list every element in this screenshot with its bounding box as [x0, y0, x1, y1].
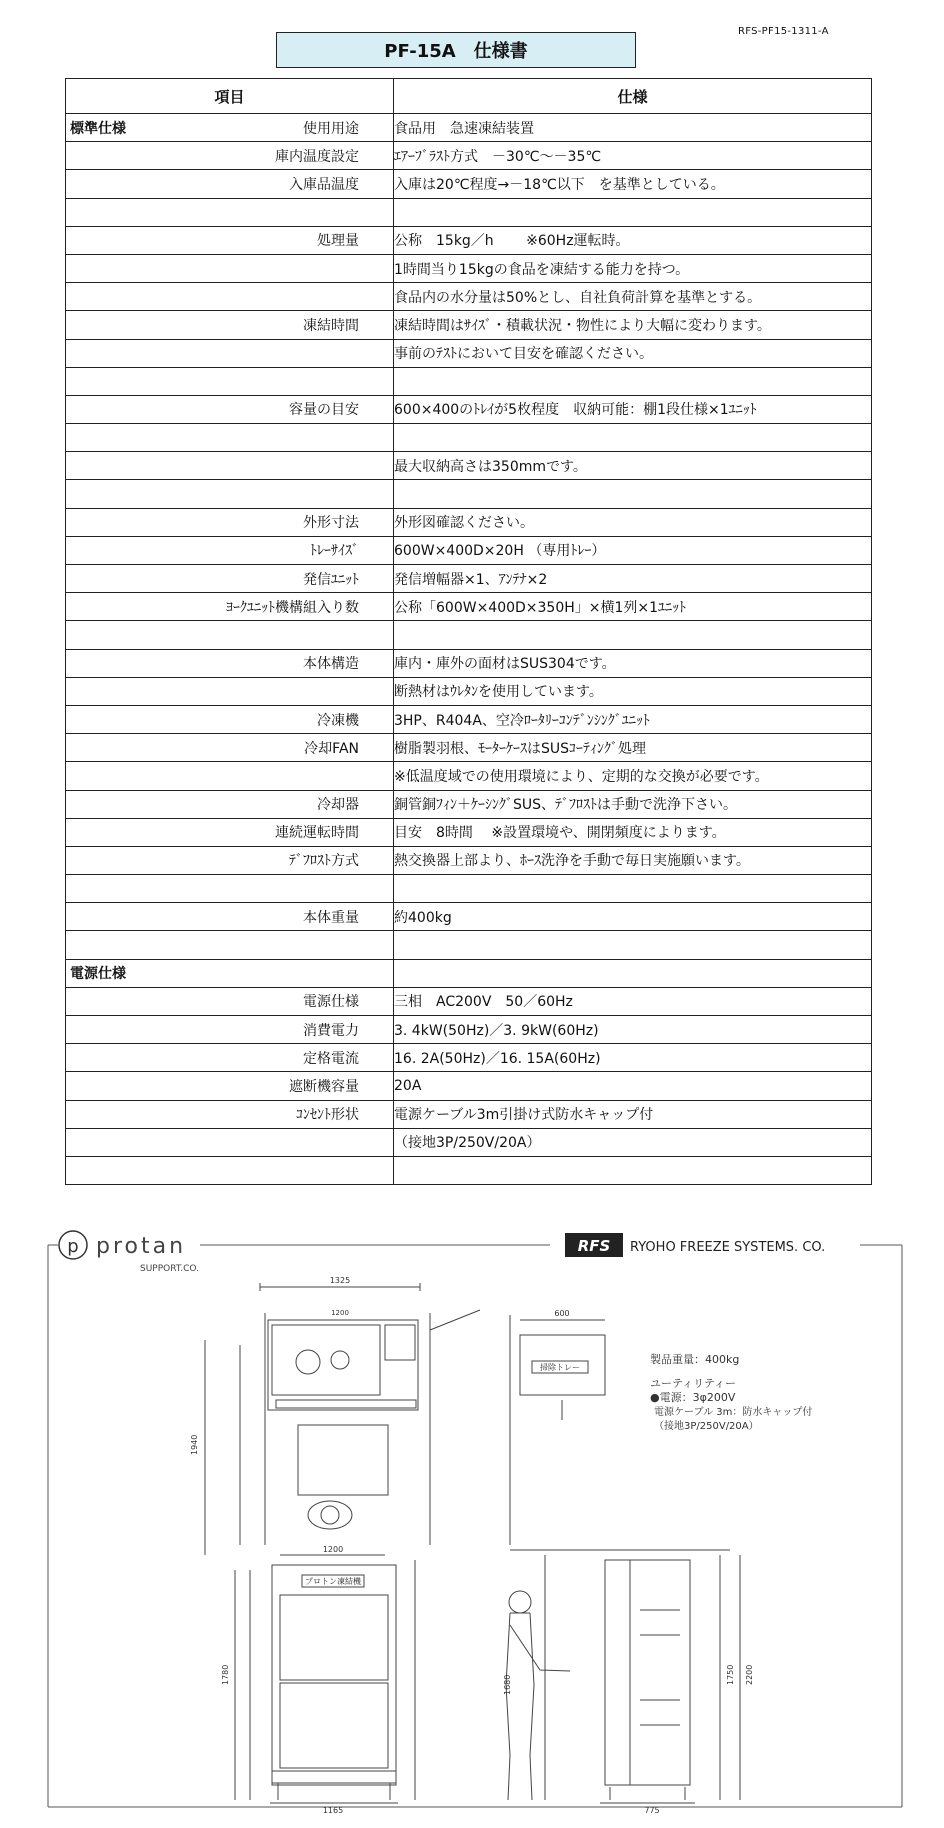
- note-utility-2: 電源ケーブル 3m：防水キャップ付: [654, 1407, 813, 1418]
- table-row: [66, 790, 872, 818]
- dim-height-1940: 1940: [190, 1434, 199, 1455]
- item-cell: [66, 1128, 394, 1156]
- spec-value: 20A: [394, 1072, 872, 1100]
- note-weight: 製品重量：400kg: [650, 1353, 740, 1366]
- document-code: RFS-PF15-1311-A: [738, 26, 829, 37]
- item-cell: [66, 593, 394, 621]
- dim-front-width: 1200: [322, 1545, 344, 1554]
- item-label: 定格電流: [303, 1050, 359, 1067]
- item-cell: [66, 875, 394, 903]
- logo-left-text: protan: [96, 1234, 187, 1259]
- table-row: [66, 283, 872, 311]
- table-row: [66, 424, 872, 452]
- dim-side-depth: 775: [644, 1806, 660, 1815]
- table-row: [66, 452, 872, 480]
- item-label: 消費電力: [303, 1022, 359, 1039]
- table-row: [66, 254, 872, 282]
- category-label: [66, 569, 70, 589]
- item-cell: [66, 508, 394, 536]
- table-row: [66, 226, 872, 254]
- item-label: 発信ﾕﾆｯﾄ: [303, 571, 359, 588]
- item-label: 遮断機容量: [289, 1078, 359, 1095]
- dim-inner-width: 1200: [331, 1309, 349, 1317]
- spec-value: 電源ケーブル3m引掛け式防水キャップ付: [394, 1100, 872, 1128]
- item-cell: [66, 536, 394, 564]
- item-cell: [66, 198, 394, 226]
- category-label: [66, 597, 70, 617]
- table-row: [66, 142, 872, 170]
- cabinet-label: プロトン凍結機: [305, 1577, 361, 1586]
- dim-top-width: 1325: [329, 1276, 351, 1285]
- spec-value: 食品用 急速凍結装置: [394, 114, 872, 142]
- table-row: [66, 649, 872, 677]
- side-view: [510, 1550, 740, 1803]
- spec-value: 1時間当り15kgの食品を凍結する能力を持つ。: [394, 254, 872, 282]
- front-view: [235, 1555, 415, 1803]
- item-cell: [66, 254, 394, 282]
- header-item: 項目: [66, 79, 394, 114]
- item-label: ﾖｰｸﾕﾆｯﾄ機構組入り数: [226, 599, 359, 616]
- item-cell: [66, 705, 394, 733]
- item-cell: [66, 1072, 394, 1100]
- item-cell: [66, 170, 394, 198]
- category-label: [66, 1104, 70, 1124]
- item-label: 電源仕様: [303, 994, 359, 1011]
- item-label: 容量の目安: [289, 402, 359, 419]
- item-cell: [66, 367, 394, 395]
- spec-value: 熱交換器上部より、ﾎｰｽ洗浄を手動で毎日実施願います。: [394, 846, 872, 874]
- category-label: [66, 230, 70, 250]
- person-figure: [506, 1591, 570, 1800]
- spec-value: 凍結時間はｻｲｽﾞ・積載状況・物性により大幅に変わります。: [394, 311, 872, 339]
- category-label: [66, 738, 70, 758]
- category-label: 標準仕様: [70, 120, 126, 137]
- logo-right-text: RYOHO FREEZE SYSTEMS. CO.: [630, 1240, 826, 1255]
- table-row: [66, 762, 872, 790]
- spec-value: 断熱材はｳﾚﾀﾝを使用しています。: [394, 677, 872, 705]
- item-cell: [66, 762, 394, 790]
- category-label: [66, 399, 70, 419]
- spec-value: [394, 480, 872, 508]
- item-cell: [66, 480, 394, 508]
- table-row: [66, 987, 872, 1015]
- item-cell: [66, 283, 394, 311]
- table-row: [66, 1156, 872, 1184]
- item-label: 冷却器: [317, 797, 359, 814]
- item-cell: [66, 846, 394, 874]
- item-cell: [66, 903, 394, 931]
- note-utility-title: ユーティリティー: [650, 1377, 737, 1390]
- table-row: [66, 705, 872, 733]
- table-row: [66, 170, 872, 198]
- table-row: [66, 339, 872, 367]
- spec-value: 発信増幅器×1、ｱﾝﾃﾅ×2: [394, 565, 872, 593]
- item-label: [359, 963, 393, 983]
- table-row: [66, 395, 872, 423]
- spec-value: [394, 198, 872, 226]
- spec-value: ｴｱｰﾌﾞﾗｽﾄ方式 －30℃～－35℃: [394, 142, 872, 170]
- spec-value: [394, 621, 872, 649]
- item-cell: [66, 142, 394, 170]
- spec-value: 約400kg: [394, 903, 872, 931]
- item-cell: [66, 790, 394, 818]
- item-cell: [66, 311, 394, 339]
- spec-value: 食品内の水分量は50%とし、自社負荷計算を基準とする。: [394, 283, 872, 311]
- spec-value: 3HP、R404A、空冷ﾛｰﾀﾘｰｺﾝﾃﾞﾝｼﾝｸﾞﾕﾆｯﾄ: [394, 705, 872, 733]
- spec-value: 600×400のﾄﾚｲが5枚程度 収納可能：棚1段仕様×1ﾕﾆｯﾄ: [394, 395, 872, 423]
- item-cell: [66, 114, 394, 142]
- item-cell: [66, 395, 394, 423]
- item-label: 冷却FAN: [304, 740, 359, 757]
- table-row: [66, 1072, 872, 1100]
- category-label: [66, 822, 70, 842]
- category-label: [66, 174, 70, 194]
- note-utility-3: （接地3P/250V/20A）: [654, 1421, 759, 1432]
- category-label: [66, 710, 70, 730]
- item-cell: [66, 565, 394, 593]
- category-label: [66, 991, 70, 1011]
- item-label: 本体構造: [303, 656, 359, 673]
- spec-value: 600W×400D×20H （専用ﾄﾚｰ）: [394, 536, 872, 564]
- spec-value: 公称「600W×400D×350H」×横1列×1ﾕﾆｯﾄ: [394, 593, 872, 621]
- item-cell: [66, 931, 394, 959]
- dim-bottom-width: 1165: [322, 1806, 344, 1815]
- table-row: [66, 621, 872, 649]
- spec-value: 外形図確認ください。: [394, 508, 872, 536]
- ryoho-logo: [565, 1233, 825, 1257]
- table-row: [66, 1100, 872, 1128]
- tray-label: 掃除トレー: [540, 1363, 580, 1372]
- top-view: [205, 1283, 510, 1555]
- table-row: [66, 1128, 872, 1156]
- spec-value: 樹脂製羽根、ﾓｰﾀｰｹｰｽはSUSｺｰﾃｨﾝｸﾞ処理: [394, 734, 872, 762]
- item-cell: [66, 226, 394, 254]
- category-label: [66, 907, 70, 927]
- spec-table: [65, 78, 872, 1185]
- category-label: [66, 794, 70, 814]
- page-title: PF-15A 仕様書: [276, 32, 636, 68]
- table-row: [66, 818, 872, 846]
- item-cell: [66, 987, 394, 1015]
- table-row: [66, 593, 872, 621]
- category-label: [66, 512, 70, 532]
- table-row: [66, 677, 872, 705]
- item-cell: [66, 734, 394, 762]
- spec-value: [394, 367, 872, 395]
- dim-height-1750: 1750: [726, 1664, 735, 1685]
- table-row: [66, 903, 872, 931]
- table-row: [66, 311, 872, 339]
- spec-value: 銅管銅ﾌｨﾝ＋ｹｰｼﾝｸﾞSUS、ﾃﾞﾌﾛｽﾄは手動で洗浄下さい。: [394, 790, 872, 818]
- category-label: [66, 1048, 70, 1068]
- spec-value: 事前のﾃｽﾄにおいて目安を確認ください。: [394, 339, 872, 367]
- spec-value: [394, 959, 872, 987]
- item-cell: [66, 1044, 394, 1072]
- logo-left-sub: SUPPORT.CO.: [140, 1264, 199, 1274]
- category-label: [66, 850, 70, 870]
- spec-value: 庫内・庫外の面材はSUS304です。: [394, 649, 872, 677]
- item-label: 入庫品温度: [289, 176, 359, 193]
- table-row: [66, 536, 872, 564]
- table-row: [66, 1044, 872, 1072]
- svg-text:RFS: RFS: [577, 1237, 611, 1255]
- item-label: 庫内温度設定: [275, 148, 359, 165]
- table-row: [66, 875, 872, 903]
- table-row: [66, 114, 872, 142]
- item-cell: [66, 818, 394, 846]
- item-cell: [66, 339, 394, 367]
- dim-height-1680: 1680: [503, 1674, 512, 1695]
- category-label: [66, 653, 70, 673]
- item-label: 連続運転時間: [275, 825, 359, 842]
- table-row: [66, 508, 872, 536]
- item-label: 処理量: [317, 233, 359, 250]
- item-cell: [66, 424, 394, 452]
- item-cell: [66, 677, 394, 705]
- spec-value: 3. 4kW(50Hz)／3. 9kW(60Hz): [394, 1016, 872, 1044]
- category-label: [66, 1020, 70, 1040]
- spec-value: ※低温度域での使用環境により、定期的な交換が必要です。: [394, 762, 872, 790]
- spec-value: [394, 931, 872, 959]
- category-label: [66, 540, 70, 560]
- spec-value: [394, 1156, 872, 1184]
- table-row: [66, 1016, 872, 1044]
- table-row: [66, 198, 872, 226]
- category-label: [66, 146, 70, 166]
- spec-value: （接地3P/250V/20A）: [394, 1128, 872, 1156]
- table-row: [66, 734, 872, 762]
- spec-value: [394, 875, 872, 903]
- item-cell: [66, 621, 394, 649]
- category-label: [66, 1076, 70, 1096]
- dim-height-2200: 2200: [745, 1664, 754, 1685]
- table-row: [66, 846, 872, 874]
- item-cell: [66, 452, 394, 480]
- table-row: [66, 367, 872, 395]
- item-label: ﾃﾞﾌﾛｽﾄ方式: [289, 853, 359, 870]
- table-row: [66, 480, 872, 508]
- spec-value: 最大収納高さは350mmです。: [394, 452, 872, 480]
- item-label: 凍結時間: [303, 317, 359, 334]
- category-label: 電源仕様: [70, 966, 126, 983]
- item-label: 外形寸法: [303, 515, 359, 532]
- item-cell: [66, 649, 394, 677]
- table-row: [66, 565, 872, 593]
- spec-value: 入庫は20℃程度→－18℃以下 を基準としている。: [394, 170, 872, 198]
- item-cell: [66, 1100, 394, 1128]
- item-label: ｺﾝｾﾝﾄ形状: [296, 1107, 359, 1124]
- spec-value: 公称 15kg／h ※60Hz運転時。: [394, 226, 872, 254]
- outline-drawing: [40, 1215, 910, 1815]
- category-label: [66, 315, 70, 335]
- header-spec: 仕様: [394, 79, 872, 114]
- spec-value: 目安 8時間 ※設置環境や、開閉頻度によります。: [394, 818, 872, 846]
- item-label: ﾄﾚｰｻｲｽﾞ: [310, 543, 359, 560]
- spec-value: [394, 424, 872, 452]
- spec-value: 三相 AC200V 50／60Hz: [394, 987, 872, 1015]
- item-cell: [66, 1156, 394, 1184]
- svg-text:p: p: [67, 1236, 79, 1257]
- item-label: 本体重量: [303, 909, 359, 926]
- tray-width: 600: [554, 1309, 570, 1318]
- item-label: 冷凍機: [317, 712, 359, 729]
- item-label: 使用用途: [303, 120, 359, 137]
- item-cell: [66, 959, 394, 987]
- item-cell: [66, 1016, 394, 1044]
- protan-logo: [59, 1231, 199, 1274]
- spec-value: 16. 2A(50Hz)／16. 15A(60Hz): [394, 1044, 872, 1072]
- dim-height-1780: 1780: [221, 1664, 230, 1685]
- table-row: [66, 931, 872, 959]
- table-row: [66, 959, 872, 987]
- note-utility-1: ●電源：3φ200V: [650, 1391, 736, 1404]
